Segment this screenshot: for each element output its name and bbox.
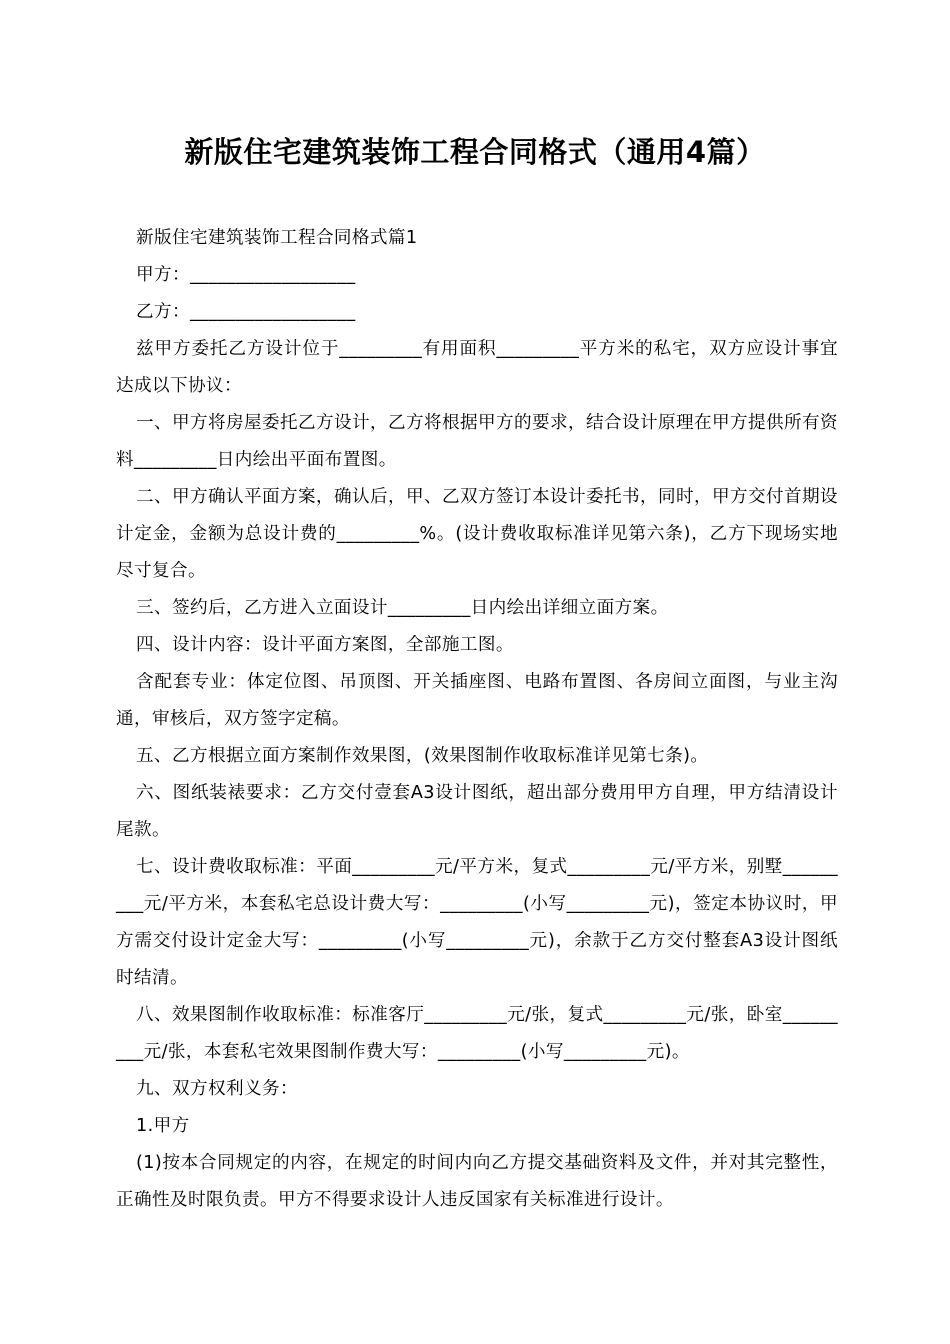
party-b-line: 乙方：__________________ [136, 302, 356, 322]
clause-4: 四、设计内容：设计平面方案图，全部施工图。 [136, 635, 514, 655]
clause-2: 二、甲方确认平面方案，确认后，甲、乙双方签订本设计委托书，同时，甲方交付首期设计定金，金额为总设计费的_________%。(设计费收取标准详见第六条)，乙方下现场实地尽寸复合。 [116, 487, 838, 581]
clause-3: 三、签约后，乙方进入立面设计_________日内绘出详细立面方案。 [136, 598, 669, 618]
document-title: 新版住宅建筑装饰工程合同格式（通用4篇） [184, 135, 766, 169]
clause-4-detail: 含配套专业：体定位图、吊顶图、开关插座图、电路布置图、各房间立面图，与业主沟通，审核后，双方签字定稿。 [116, 672, 838, 729]
clause-6: 六、图纸装裱要求：乙方交付壹套A3设计图纸，超出部分费用甲方自理，甲方结清设计尾款。 [116, 783, 838, 840]
preamble-paragraph: 兹甲方委托乙方设计位于_________有用面积_________平方米的私宅，双方应设计事宜达成以下协议： [116, 339, 838, 396]
clause-8: 八、效果图制作收取标准：标准客厅_________元/张，复式_________元/张，卧室_________元/张，本套私宅效果图制作费大写：_________(小写_________元)。 [116, 1005, 838, 1062]
party-a-line: 甲方：__________________ [136, 265, 356, 285]
clause-7: 七、设计费收取标准：平面_________元/平方米，复式_________元/平方米，别墅_________元/平方米，本套私宅总设计费大写：_________(小写_________元)，签定本协议时，甲方需交付设计定金大写：_________(小写_________元)，余款于乙方交付整套A3设计图纸时结清。 [116, 857, 838, 988]
clause-1: 一、甲方将房屋委托乙方设计，乙方将根据甲方的要求，结合设计原理在甲方提供所有资料_________日内绘出平面布置图。 [116, 413, 838, 470]
section-heading: 新版住宅建筑装饰工程合同格式篇1 [136, 228, 418, 248]
clause-5: 五、乙方根据立面方案制作效果图，(效果图制作收取标准详见第七条)。 [136, 746, 709, 766]
document-body [116, 220, 838, 1219]
clause-9-party-a: 1.甲方 [136, 1116, 190, 1136]
clause-9: 九、双方权利义务： [136, 1079, 298, 1099]
clause-9-party-a-item-1: (1)按本合同规定的内容，在规定的时间内向乙方提交基础资料及文件，并对其完整性，正确性及时限负责。甲方不得要求设计人违反国家有关标准进行设计。 [116, 1153, 838, 1210]
